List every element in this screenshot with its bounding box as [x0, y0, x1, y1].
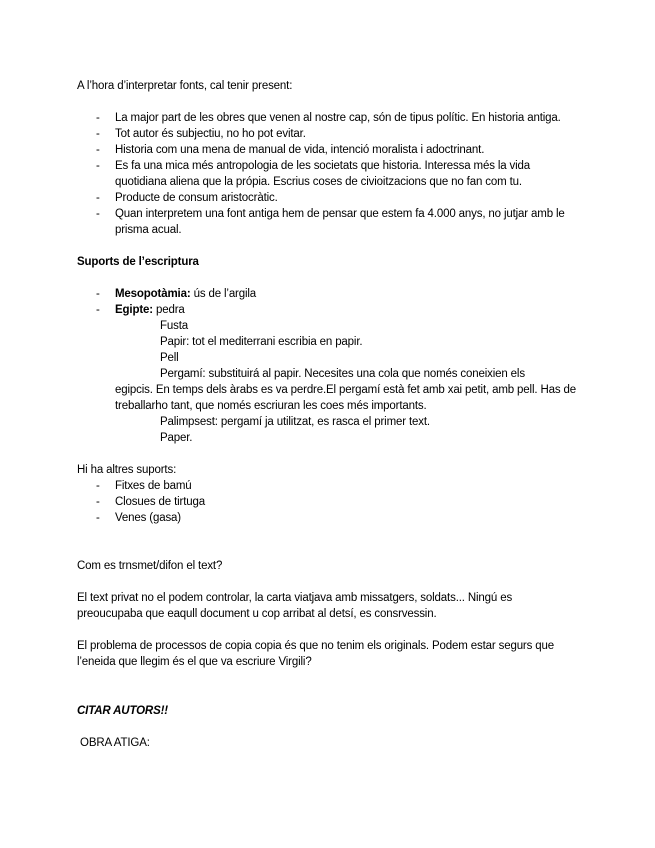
sub-item-paper: Paper.	[160, 432, 193, 444]
list-item: - Es fa una mica més antropologia de les societats que historia. Interessa més la vida quotidiana aliena que la própia. Escrius coses de civioitzacions que no fan com tu.	[77, 158, 577, 190]
list-item: - Historia com una mena de manual de vida, intenció moralista i adoctrinant.	[77, 142, 577, 158]
list-item: - Quan interpretem una font antiga hem de pensar que estem fa 4.000 anys, no jutjar amb le prisma acual.	[77, 206, 577, 238]
list-item-egipte: - Egipte: pedra	[77, 302, 577, 318]
sub-item-pergami: Pergamí: substituirá al papir. Necesites una cola que només coneixien els	[160, 368, 525, 380]
pergami-continuation: egipcis. En temps dels àrabs es va perdre.El pergamí està fet amb xai petit, amb pell. Has de treballarho tant, que només escriuran les coes més importants.	[115, 384, 576, 412]
question-text: Com es trnsmet/difon el text?	[77, 560, 223, 572]
sub-item-palimpsest: Palimpsest: pergamí ja utilitzat, es rasca el primer text.	[160, 416, 430, 428]
document-page	[77, 78, 577, 751]
sub-item: Pell	[160, 352, 179, 364]
list-item: - Closues de tirtuga	[77, 494, 577, 510]
list-item: - Venes (gasa)	[77, 510, 577, 526]
paragraph: El text privat no el podem controlar, la carta viatjava amb missatgers, soldats... Ningú es preoucupaba que eaqull document u cop arribat al detsí, es consrvessin.	[77, 592, 513, 620]
list-item: - La major part de les obres que venen al nostre cap, són de tipus polític. En historia antiga.	[77, 110, 577, 126]
altres-intro: Hi ha altres suports:	[77, 464, 177, 476]
intro-text: A l’hora d’interpretar fonts, cal tenir present:	[77, 80, 293, 92]
list-item: - Producte de consum aristocràtic.	[77, 190, 577, 206]
paragraph: El problema de processos de copia copia és que no tenim els originals. Podem estar segurs que l’eneida que llegim és el que va escriure Virgili?	[77, 640, 554, 668]
list-item: - Fitxes de bamú	[77, 478, 577, 494]
altres-list	[77, 478, 577, 526]
suports-list	[77, 286, 577, 318]
citar-autors-heading: CITAR AUTORS!!	[77, 705, 168, 717]
intro-list	[77, 110, 577, 238]
sub-item: Fusta	[160, 320, 189, 332]
sub-item: Papir: tot el mediterrani escribia en papir.	[160, 336, 363, 348]
list-item-mesopotamia: - Mesopotàmia: ús de l’argila	[77, 286, 577, 302]
list-item: - Tot autor és subjectiu, no ho pot evitar.	[77, 126, 577, 142]
section-heading-suports: Suports de l’escriptura	[77, 256, 199, 268]
obra-antiga-label: OBRA ATIGA:	[77, 737, 150, 749]
